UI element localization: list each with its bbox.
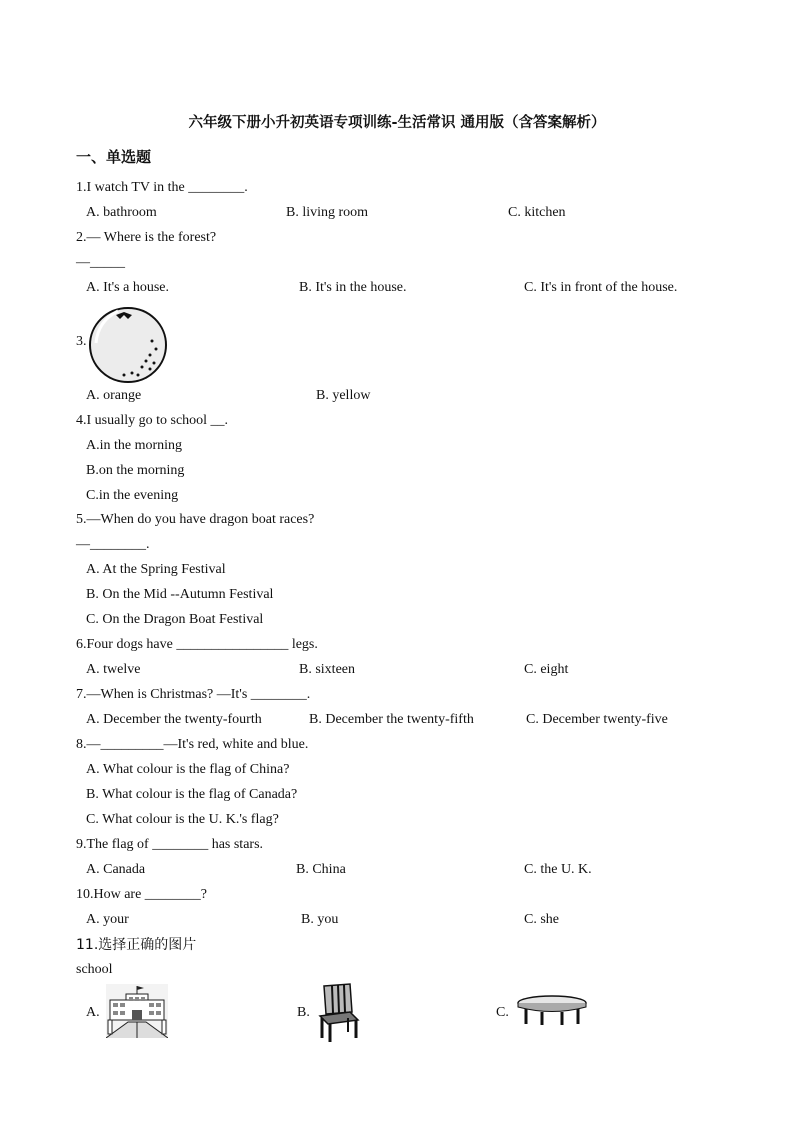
question-10-option-c[interactable]: C. she [524,912,559,927]
question-7-option-b[interactable]: B. December the twenty-fifth [309,712,474,727]
question-1-option-b[interactable]: B. living room [286,205,369,220]
question-2-option-b[interactable]: B. It's in the house. [299,280,407,295]
question-11-option-b[interactable]: B. [297,1005,310,1020]
question-2-option-c[interactable]: C. It's in front of the house. [524,280,678,295]
section-heading: 一、单选题 [76,148,152,166]
question-1-option-a[interactable]: A. bathroom [86,205,157,220]
question-5-stem: 5.—When do you have dragon boat races? [76,512,315,527]
question-11-option-c[interactable]: C. [496,1005,509,1020]
chair-icon[interactable] [314,982,362,1044]
question-4-option-a[interactable]: A.in the morning [86,438,183,453]
question-5-option-a[interactable]: A. At the Spring Festival [86,562,226,577]
question-2-option-a[interactable]: A. It's a house. [86,280,170,295]
question-2-stem: 2.— Where is the forest? [76,230,217,245]
question-5-option-b[interactable]: B. On the Mid --Autumn Festival [86,587,274,602]
question-3-option-b[interactable]: B. yellow [316,388,371,403]
question-7-stem: 7.—When is Christmas? —It's ________. [76,687,311,702]
question-9-option-b[interactable]: B. China [296,862,346,877]
question-5-option-c[interactable]: C. On the Dragon Boat Festival [86,612,264,627]
question-7-option-a[interactable]: A. December the twenty-fourth [86,712,262,727]
question-4-option-b[interactable]: B.on the morning [86,463,185,478]
question-10-stem: 10.How are ________? [76,887,208,902]
question-1-option-c[interactable]: C. kitchen [508,205,566,220]
question-9-option-c[interactable]: C. the U. K. [524,862,592,877]
question-3-number: 3. [76,334,87,349]
school-building-icon[interactable] [106,984,168,1038]
question-3-option-a[interactable]: A. orange [86,388,142,403]
question-8-option-a[interactable]: A. What colour is the flag of China? [86,762,290,777]
question-8-stem: 8.—_________—It's red, white and blue. [76,737,309,752]
question-10-option-b[interactable]: B. you [301,912,339,927]
question-11-option-a[interactable]: A. [86,1005,100,1020]
round-table-icon[interactable] [516,994,588,1028]
question-8-option-b[interactable]: B. What colour is the flag of Canada? [86,787,298,802]
page-title: 六年级下册小升初英语专项训练-生活常识 通用版（含答案解析） [188,115,606,131]
question-4-option-c[interactable]: C.in the evening [86,488,179,503]
question-4-stem: 4.I usually go to school __. [76,413,229,428]
question-6-option-c[interactable]: C. eight [524,662,569,677]
question-6-option-b[interactable]: B. sixteen [299,662,355,677]
question-10-option-a[interactable]: A. your [86,912,129,927]
question-5-answer-line: —________. [76,537,150,552]
question-8-option-c[interactable]: C. What colour is the U. K.'s flag? [86,812,279,827]
orange-fruit-icon [88,303,168,383]
question-6-option-a[interactable]: A. twelve [86,662,141,677]
question-6-stem: 6.Four dogs have ________________ legs. [76,637,318,652]
question-9-stem: 9.The flag of ________ has stars. [76,837,264,852]
question-2-answer-line: —_____ [76,255,125,270]
question-11-stem: 11.选择正确的图片 [76,937,197,953]
question-11-word: school [76,962,113,977]
question-7-option-c[interactable]: C. December twenty-five [526,712,668,727]
question-9-option-a[interactable]: A. Canada [86,862,146,877]
question-1-stem: 1.I watch TV in the ________. [76,180,248,195]
